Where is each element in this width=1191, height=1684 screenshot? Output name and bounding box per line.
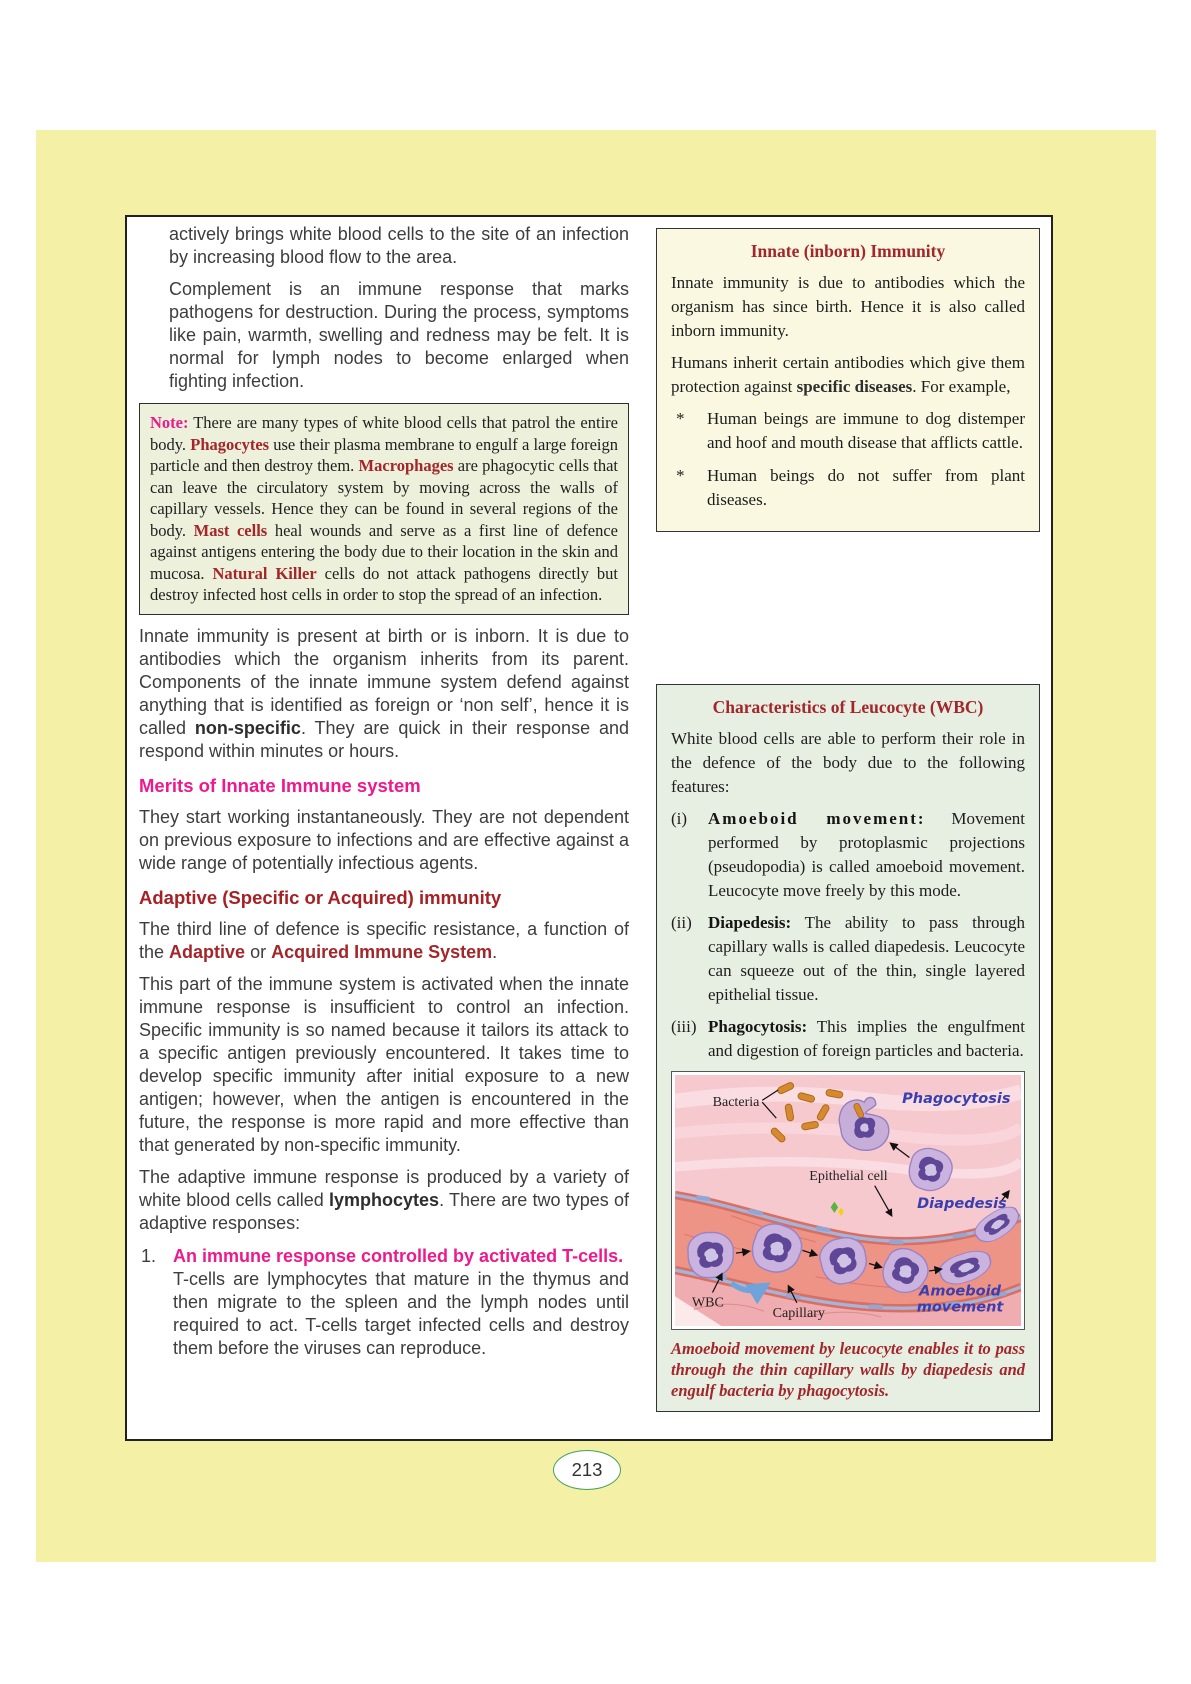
item-number: 1. [141, 1245, 157, 1266]
innate-immunity-box [656, 228, 1040, 532]
leucocyte-intro: White blood cells are able to perform their role in the defence of the body due to the following features: [671, 729, 1025, 796]
bullet-marker: * [676, 466, 685, 485]
item-body: Movement performed by protoplasmic projections (pseudopodia) is called amoeboid movement. Leucocyte move freely by this mode. [708, 809, 1025, 900]
page-background [36, 130, 1156, 1562]
leucocyte-item-amoeboid [671, 807, 1025, 903]
leucocyte-item-phagocytosis [671, 1015, 1025, 1063]
heading-adaptive: Adaptive (Specific or Acquired) immunity [139, 886, 502, 908]
item-term: Phagocytosis: [708, 1017, 808, 1036]
paragraph-complement: Complement is an immune response that marks pathogens for destruction. During the process, symptoms like pain, warmth, swelling and redness may be felt. It is normal for lymph nodes to become enlarged when fighting infection. [169, 279, 629, 391]
page-number [553, 1450, 621, 1490]
item-text [708, 911, 1025, 1007]
innate-bullet-2 [671, 464, 1025, 512]
paragraph-third-line: The third line of defence is specific resistance, a function of the Adaptive or Acquired Immune System. [139, 918, 629, 962]
leucocyte-figure [671, 1071, 1025, 1330]
figure-caption: Amoeboid movement by leucocyte enables it to pass through the thin capillary walls by diapedesis and engulf bacteria by phagocytosis. [671, 1339, 1025, 1401]
item-term: Diapedesis: [708, 913, 792, 932]
innate-bullet-1 [671, 407, 1025, 455]
item-heading-tcells: An immune response controlled by activated T-cells. [173, 1245, 624, 1266]
item-term: Amoeboid movement: [708, 809, 926, 828]
numbered-item-tcells [139, 1245, 629, 1360]
wbc-label: WBC [691, 1294, 724, 1311]
diapedesis-label: Diapedesis [917, 1196, 1007, 1213]
innate-paragraph-2: Humans inherit certain antibodies which give them protection against specific diseases. For example, [671, 353, 1025, 396]
paragraph-inflammation: actively brings white blood cells to the site of an infection by increasing blood flow to the area. [169, 224, 629, 267]
item-roman-numeral: (ii) [671, 913, 692, 932]
item-roman-numeral: (iii) [671, 1017, 697, 1036]
item-text [708, 1015, 1025, 1063]
paragraph-innate: Innate immunity is present at birth or is inborn. It is due to antibodies which the organism inherits from its parent. Components of the innate immune system defend against anything that is identified as foreign or ‘non self’, hence it is called non-specific. They are quick in their response and respond within minutes or hours. [139, 625, 629, 761]
item-body-tcells: T-cells are lymphocytes that mature in the thymus and then migrate to the spleen and the lymph nodes until required to act. T-cells target infected cells and destroy them before the viruses can reproduce. [173, 1268, 629, 1358]
item-body: The ability to pass through capillary walls is called diapedesis. Leucocyte can squeeze out of the thin, single layered epithelial tissue. [708, 913, 1025, 1004]
phagocytosis-label: Phagocytosis [902, 1091, 1011, 1108]
note-text: Note: There are many types of white blood cells that patrol the entire body. Phagocytes use their plasma membrane to engulf a large foreign particle and then destroy them. Macrophages are phagocytic cells that can leave the circulatory system by moving across the walls of capillary vessels. Hence they can be found in several regions of the body. Mast cells heal wounds and serve as a first line of defence against antigens entering the body due to their location in the skin and mucosa. Natural Killer cells do not attack pathogens directly but destroy infected host cells in order to stop the spread of an infection. [150, 413, 619, 604]
paragraph-specific-immunity: This part of the immune system is activated when the innate immune response is insufficient to control an infection. Specific immunity is so named because it tailors its attack to a specific antigen previously encountered. It takes time to develop specific immunity after initial exposure to a new antigen; however, when the antigen is encountered in the future, the response is more rapid and more effective than that generated by non-specific immunity. [139, 973, 629, 1155]
amoeboid-movement-label: Amoeboid [919, 1283, 1001, 1300]
leucocyte-box [656, 684, 1040, 1412]
heading-merits: Merits of Innate Immune system [139, 774, 421, 796]
amoeboid-movement-label-line2: movement [916, 1299, 1004, 1316]
page-number-text: 213 [571, 1459, 603, 1480]
left-column [139, 223, 629, 1360]
innate-box-title: Innate (inborn) Immunity [750, 241, 946, 261]
paragraph-merits: They start working instantaneously. They are not dependent on previous exposure to infections and are effective against a wide range of potentially infectious agents. [139, 806, 629, 873]
content-frame [125, 215, 1053, 1441]
capillary-label: Capillary [772, 1304, 825, 1321]
epithelial-cell-label: Epithelial cell [809, 1168, 888, 1185]
note-box [139, 403, 629, 615]
item-text [708, 807, 1025, 903]
bacteria-label: Bacteria [712, 1093, 760, 1110]
bullet-marker: * [676, 409, 685, 428]
bullet-text: Human beings are immune to dog distemper and hoof and mouth disease that afflicts cattle. [707, 409, 1025, 452]
leucocyte-box-title: Characteristics of Leucocyte (WBC) [712, 697, 984, 717]
item-roman-numeral: (i) [671, 809, 688, 828]
leucocyte-item-diapedesis [671, 911, 1025, 1007]
paragraph-lymphocytes: The adaptive immune response is produced by a variety of white blood cells called lymphocytes. There are two types of adaptive responses: [139, 1166, 629, 1233]
bullet-text: Human beings do not suffer from plant diseases. [707, 466, 1025, 509]
innate-paragraph-1: Innate immunity is due to antibodies which the organism has since birth. Hence it is also called inborn immunity. [671, 273, 1025, 340]
wbc-cell [688, 1232, 733, 1277]
item-body: This implies the engulfment and digestion of foreign particles and bacteria. [708, 1017, 1025, 1060]
